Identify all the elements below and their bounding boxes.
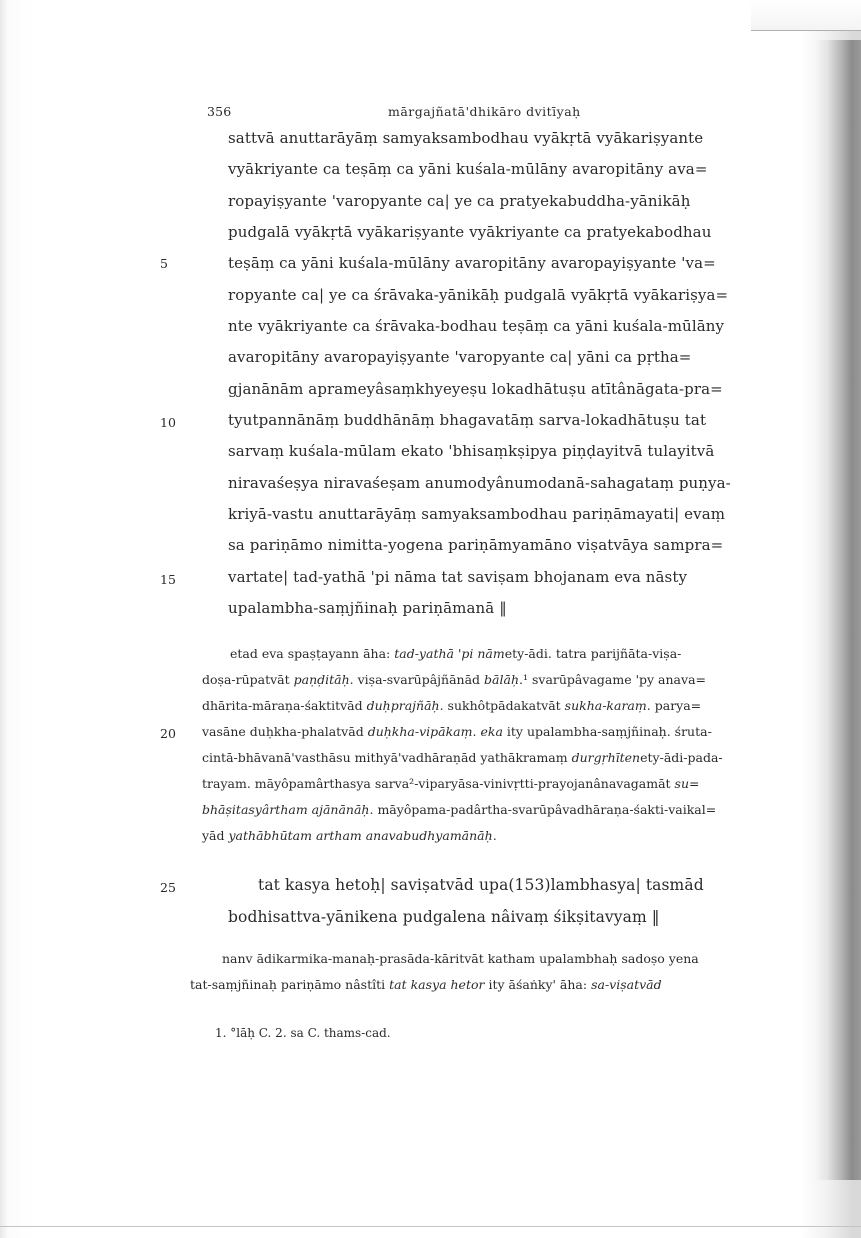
verse-line: pudgalā vyākṛtā vyākariṣyante vyākriyante ca pratyekabodhau <box>228 223 712 241</box>
verse-line: teṣāṃ ca yāni kuśala-mūlāny avaropitāny avaropayiṣyante 'va= <box>228 254 716 272</box>
verse-line: avaropitāny avaropayiṣyante 'varopyante ca| yāni ca pṛtha= <box>228 348 692 366</box>
line-number: 10 <box>160 415 176 430</box>
line-number: 15 <box>160 572 176 587</box>
verse-line: bodhisattva-yānikena pudgalena nâivaṃ śikṣitavyaṃ ‖ <box>228 908 660 926</box>
scan-shadow-left <box>0 0 8 1238</box>
commentary-line: cintā-bhāvanā'vasthāsu mithyā'vadhāraṇād yathākramaṃ durgṛhītenety-ādi-pada- <box>202 750 723 765</box>
verse-line: vyākriyante ca teṣāṃ ca yāni kuśala-mūlāny avaropitāny ava= <box>228 160 708 178</box>
verse-line: ropayiṣyante 'varopyante ca| ye ca pratyekabuddha-yānikāḥ <box>228 192 691 210</box>
verse-line: sarvaṃ kuśala-mūlam ekato 'bhisaṃkṣipya piṇḍayitvā tulayitvā <box>228 442 715 460</box>
line-number: 5 <box>160 256 168 271</box>
commentary-line: tat-saṃjñinaḥ pariṇāmo nâstîti tat kasya hetor ity āśaṅky' āha: sa-viṣatvād <box>190 977 662 992</box>
commentary-line: yād yathābhūtam artham anavabudhyamānāḥ. <box>202 828 497 843</box>
commentary-line: trayam. māyôpamârthasya sarva²-viparyāsa-vinivṛtti-prayojanânavagamāt su= <box>202 776 700 791</box>
verse-line: niravaśeṣya niravaśeṣam anumodyânumodanā-sahagataṃ puṇya- <box>228 474 731 492</box>
verse-line: kriyā-vastu anuttarāyāṃ samyaksambodhau pariṇāmayati| evaṃ <box>228 505 726 523</box>
commentary-line: dhārita-māraṇa-śaktitvād duḥprajñāḥ. sukhôtpādakatvāt sukha-karaṃ. parya= <box>202 698 702 713</box>
page-number: 356 <box>207 104 232 119</box>
line-number: 25 <box>160 880 176 895</box>
commentary-line: nanv ādikarmika-manaḥ-prasāda-kāritvāt katham upalambhaḥ sadoṣo yena <box>222 951 699 966</box>
verse-line: tyutpannānāṃ buddhānāṃ bhagavatāṃ sarva-lokadhātuṣu tat <box>228 411 707 429</box>
page-curl <box>751 0 861 31</box>
scan-edge-line <box>0 1226 861 1227</box>
footnotes: 1. °lāḥ C. 2. sa C. thams-cad. <box>215 1026 391 1040</box>
commentary-line: etad eva spaṣṭayann āha: tad-yathā 'pi nāmety-ādi. tatra parijñāta-viṣa- <box>230 646 682 661</box>
verse-line: sattvā anuttarāyāṃ samyaksambodhau vyākṛtā vyākariṣyante <box>228 129 704 147</box>
commentary-line: vasāne duḥkha-phalatvād duḥkha-vipākaṃ. eka ity upalambha-saṃjñinaḥ. śruta- <box>202 724 712 739</box>
verse-line: tat kasya hetoḥ| saviṣatvād upa(153)lambhasya| tasmād <box>258 876 704 894</box>
verse-line: upalambha-saṃjñinaḥ pariṇāmanā ‖ <box>228 599 507 617</box>
running-title: mārgajñatā'dhikāro dvitīyaḥ <box>388 104 581 119</box>
commentary-line: doṣa-rūpatvāt paṇḍitāḥ. viṣa-svarūpâjñānād bālāḥ.¹ svarūpâvagame 'py anava= <box>202 672 706 687</box>
book-spine-shadow <box>815 40 861 1180</box>
verse-line: gjanānām aprameyâsaṃkhyeyeṣu lokadhātuṣu atītânāgata-pra= <box>228 380 723 398</box>
verse-line: sa pariṇāmo nimitta-yogena pariṇāmyamāno viṣatvāya sampra= <box>228 536 724 554</box>
verse-line: ropyante ca| ye ca śrāvaka-yānikāḥ pudgalā vyākṛtā vyākariṣya= <box>228 286 729 304</box>
commentary-line: bhāṣitasyârtham ajānānāḥ. māyôpama-padârtha-svarūpâvadhāraṇa-śakti-vaikal= <box>202 802 717 817</box>
verse-line: vartate| tad-yathā 'pi nāma tat saviṣam bhojanam eva nāsty <box>228 568 688 586</box>
line-number: 20 <box>160 726 176 741</box>
verse-line: nte vyākriyante ca śrāvaka-bodhau teṣāṃ ca yāni kuśala-mūlāny <box>228 317 725 335</box>
